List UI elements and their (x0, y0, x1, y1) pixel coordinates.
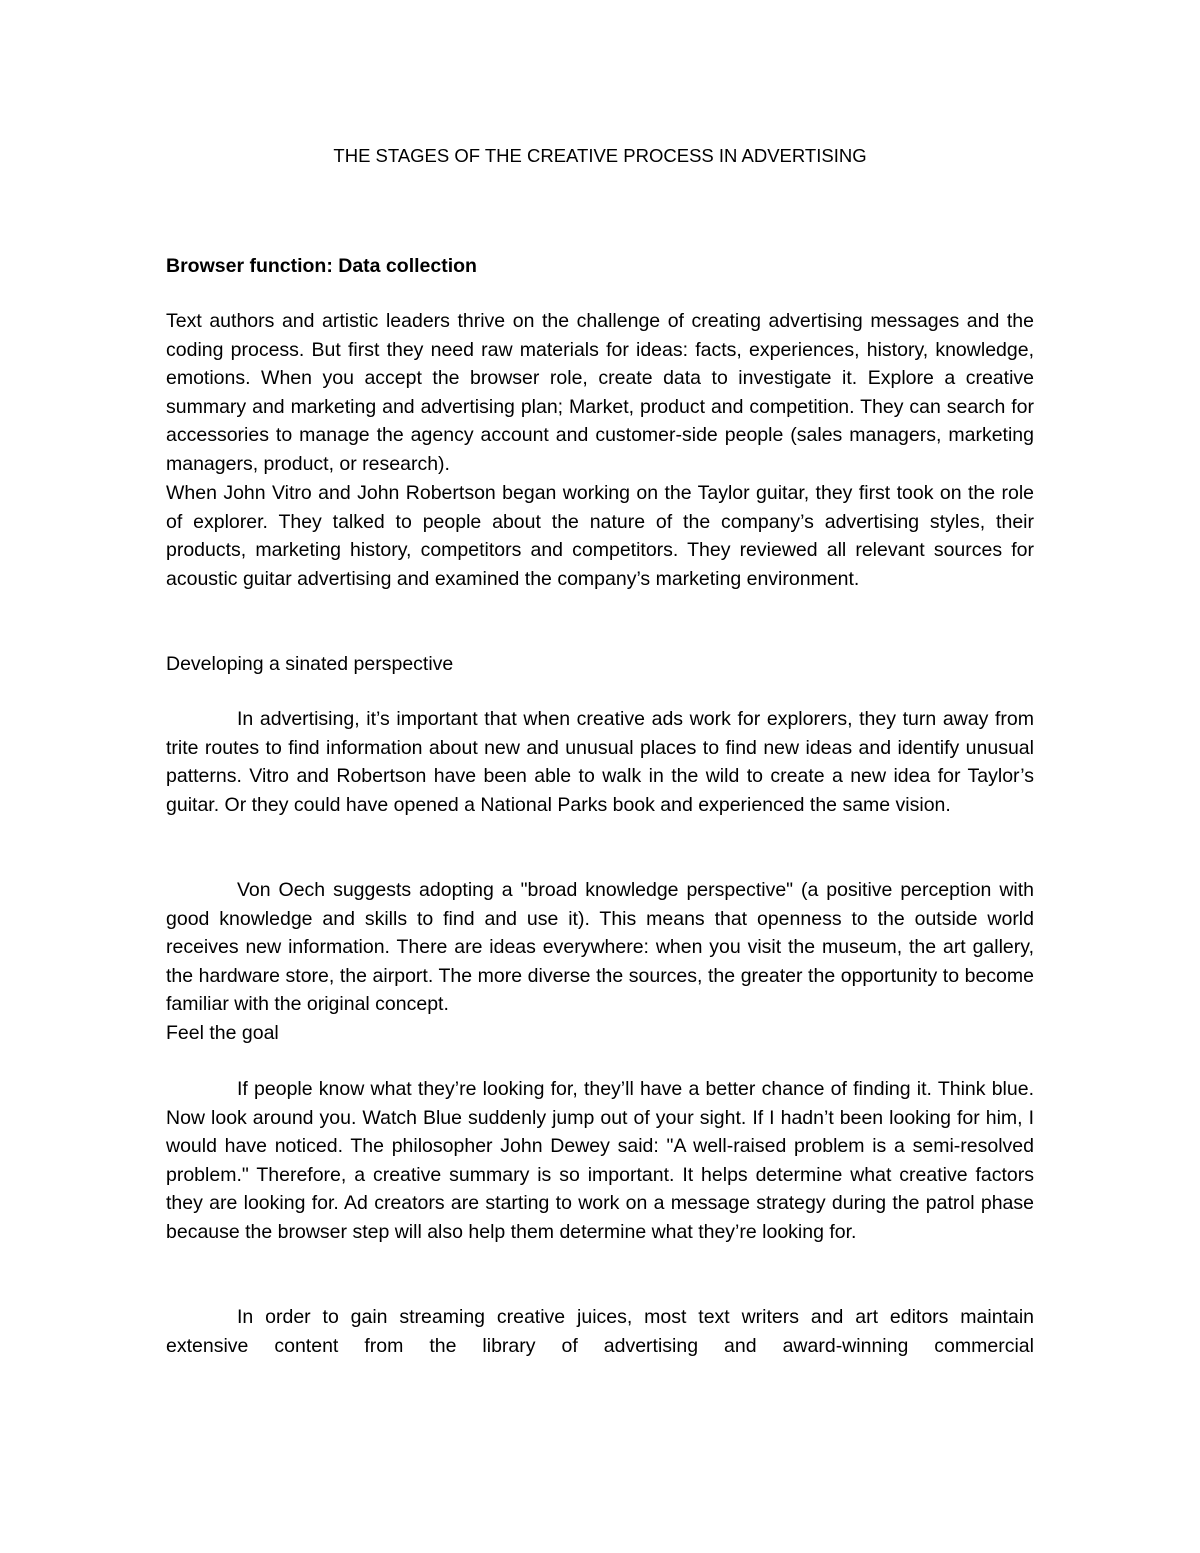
paragraph-taylor-guitar: When John Vitro and John Robertson began working on the Taylor guitar, they first took on the role of explorer. They talked to people about the nature of the company’s advertising styles, their products, marketing history, competitors and competitors. They reviewed all relevant sources for acoustic guitar advertising and examined the company’s marketing environment. (166, 482, 1034, 590)
document-title: THE STAGES OF THE CREATIVE PROCESS IN ADVERTISING (333, 145, 867, 166)
section-heading-feel-goal: Feel the goal (166, 1022, 279, 1044)
section-heading-perspective: Developing a sinated perspective (166, 653, 454, 675)
paragraph-looking-for: If people know what they’re looking for, they’ll have a better chance of finding it. Think blue. Now look around you. Watch Blue suddenly jump out of your sight. If I hadn’t been looking for him, I would have noticed. The philosopher John Dewey said: "A well-raised problem is a semi-resolved problem." Therefore, a creative summary is so important. It helps determine what creative factors they are looking for. Ad creators are starting to work on a message strategy during the patrol phase because the browser step will also help them determine what they’re looking for. (166, 1078, 1034, 1243)
paragraph-creative-juices: In order to gain streaming creative juices, most text writers and art editors maintain extensive content from the library of advertising and award-winning commercial (166, 1306, 1034, 1357)
paragraph-von-oech: Von Oech suggests adopting a "broad knowledge perspective" (a positive perception with good knowledge and skills to find and use it). This means that openness to the outside world receives new information. There are ideas everywhere: when you visit the museum, the art gallery, the hardware store, the airport. The more diverse the sources, the greater the opportunity to become familiar with the original concept. (166, 879, 1034, 1016)
paragraph-browser-role: Text authors and artistic leaders thrive on the challenge of creating advertising messages and the coding process. But first they need raw materials for ideas: facts, experiences, history, knowledge, emotions. When you accept the browser role, create data to investigate it. Explore a creative summary and marketing and advertising plan; Market, product and competition. They can search for accessories to manage the agency account and customer-side people (sales managers, marketing managers, product, or research). (166, 310, 1034, 475)
section-heading-data-collection: Browser function: Data collection (166, 255, 477, 277)
paragraph-explorers: In advertising, it’s important that when creative ads work for explorers, they turn away from trite routes to find information about new and unusual places to find new ideas and identify unusual patterns. Vitro and Robertson have been able to walk in the wild to create a new idea for Taylor’s guitar. Or they could have opened a National Parks book and experienced the same vision. (166, 708, 1034, 816)
